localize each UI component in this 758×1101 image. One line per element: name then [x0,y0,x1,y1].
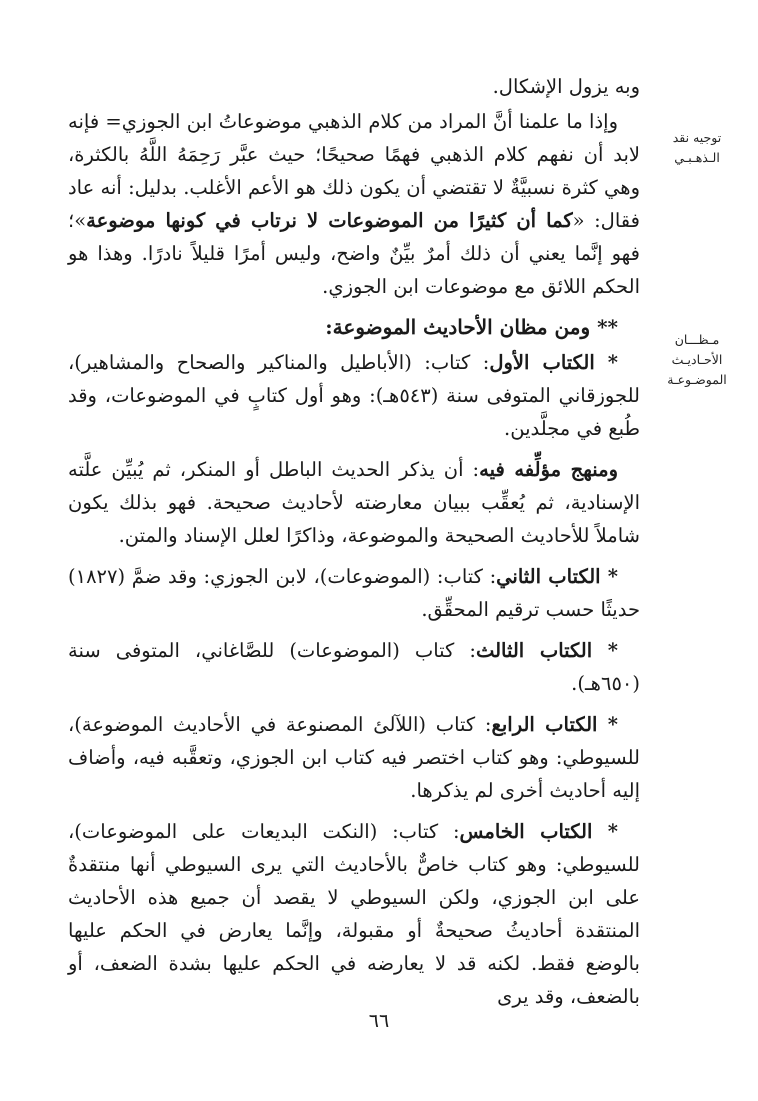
page-number: ٦٦ [368,1010,390,1032]
section-heading: ** ومن مظان الأحاديث الموضوعة: [325,315,618,339]
margin-note-line: الأحـاديـث [671,352,723,367]
margin-note-line: توجيه نقد [672,130,722,145]
margin-note-line: الموضـوعـة [667,372,727,387]
margin-note-sources [656,330,738,390]
paragraph: وبه يزول الإشكال. [492,75,640,98]
paragraph-book-2: * الكتاب الثاني: كتاب: (الموضوعات)، لابن الجوزي: وقد ضمَّ (١٨٢٧) حديثًا حسب ترقيم المحقِّق. [68,565,640,621]
paragraph-critique: وإذا ما علمنا أنَّ المراد من كلام الذهبي موضوعاتُ ابن الجوزي= فإنه لابد أن نفهم كلام الذهبي فهمًا صحيحًا؛ حيث عبَّر رَحِمَهُ اللَّهُ بالكثرة، وهي كثرة نسبيَّةٌ لا تقتضي أن يكون ذلك هو الأعم الأغلب. بدليل: أنه عاد فقال: «كما أن كثيرًا من الموضوعات لا نرتاب في كونها موضوعة»؛ فهو إنَّما يعني أن ذلك أمرٌ بيِّنٌ واضح، وليس أمرًا قليلاً نادرًا. وهذا هو الحكم اللائق مع موضوعات ابن الجوزي. [68,110,640,298]
quoted-bold-text: كما أن كثيرًا من الموضوعات لا نرتاب في كونها موضوعة [86,209,573,232]
main-text [68,70,640,1015]
margin-note-line: مـظـــان [674,332,720,347]
paragraph-method: ومنهج مؤلِّفه فيه: أن يذكر الحديث الباطل أو المنكر، ثم يُبيِّن علَّته الإسنادية، ثم يُعقِّب ببيان معارضته لأحاديث صحيحة. فهو بذلك يكون شاملاً للأحاديث الصحيحة والموضوعة، وذاكرًا لعلل الإسناد والمتن. [68,458,640,547]
paragraph-book-3: * الكتاب الثالث: كتاب (الموضوعات) للصَّاغاني، المتوفى سنة (٦٥٠هـ). [68,639,640,695]
paragraph-book-5: * الكتاب الخامس: كتاب: (النكت البديعات على الموضوعات)، للسيوطي: وهو كتاب خاصٌّ بالأحاديث التي يرى السيوطي أنها منتقدةٌ على ابن الجوزي، ولكن السيوطي لا يقصد أن جميع هذه الأحاديث المنتقدة أحاديثُ صحيحةٌ أو مقبولة، وإنَّما يعارض في الحكم عليها بالوضع فقط. لكنه قد لا يعارضه في الحكم عليها بشدة الضعف، أو بالضعف، وقد يرى [68,820,640,1008]
paragraph-book-1: * الكتاب الأول: كتاب: (الأباطيل والمناكير والصحاح والمشاهير)، للجوزقاني المتوفى سنة (٥٤٣هـ): وهو أول كتابٍ في الموضوعات، وقد طُبع في مجلَّدين. [68,351,640,440]
margin-note-critique [656,128,738,168]
margin-note-line: الـذهـبـي [674,150,720,165]
paragraph-book-4: * الكتاب الرابع: كتاب (اللآلئ المصنوعة في الأحاديث الموضوعة)، للسيوطي: وهو كتاب اختصر فيه كتاب ابن الجوزي، وتعقَّبه فيه، وأضاف إليه أحاديث أخرى لم يذكرها. [68,713,640,802]
